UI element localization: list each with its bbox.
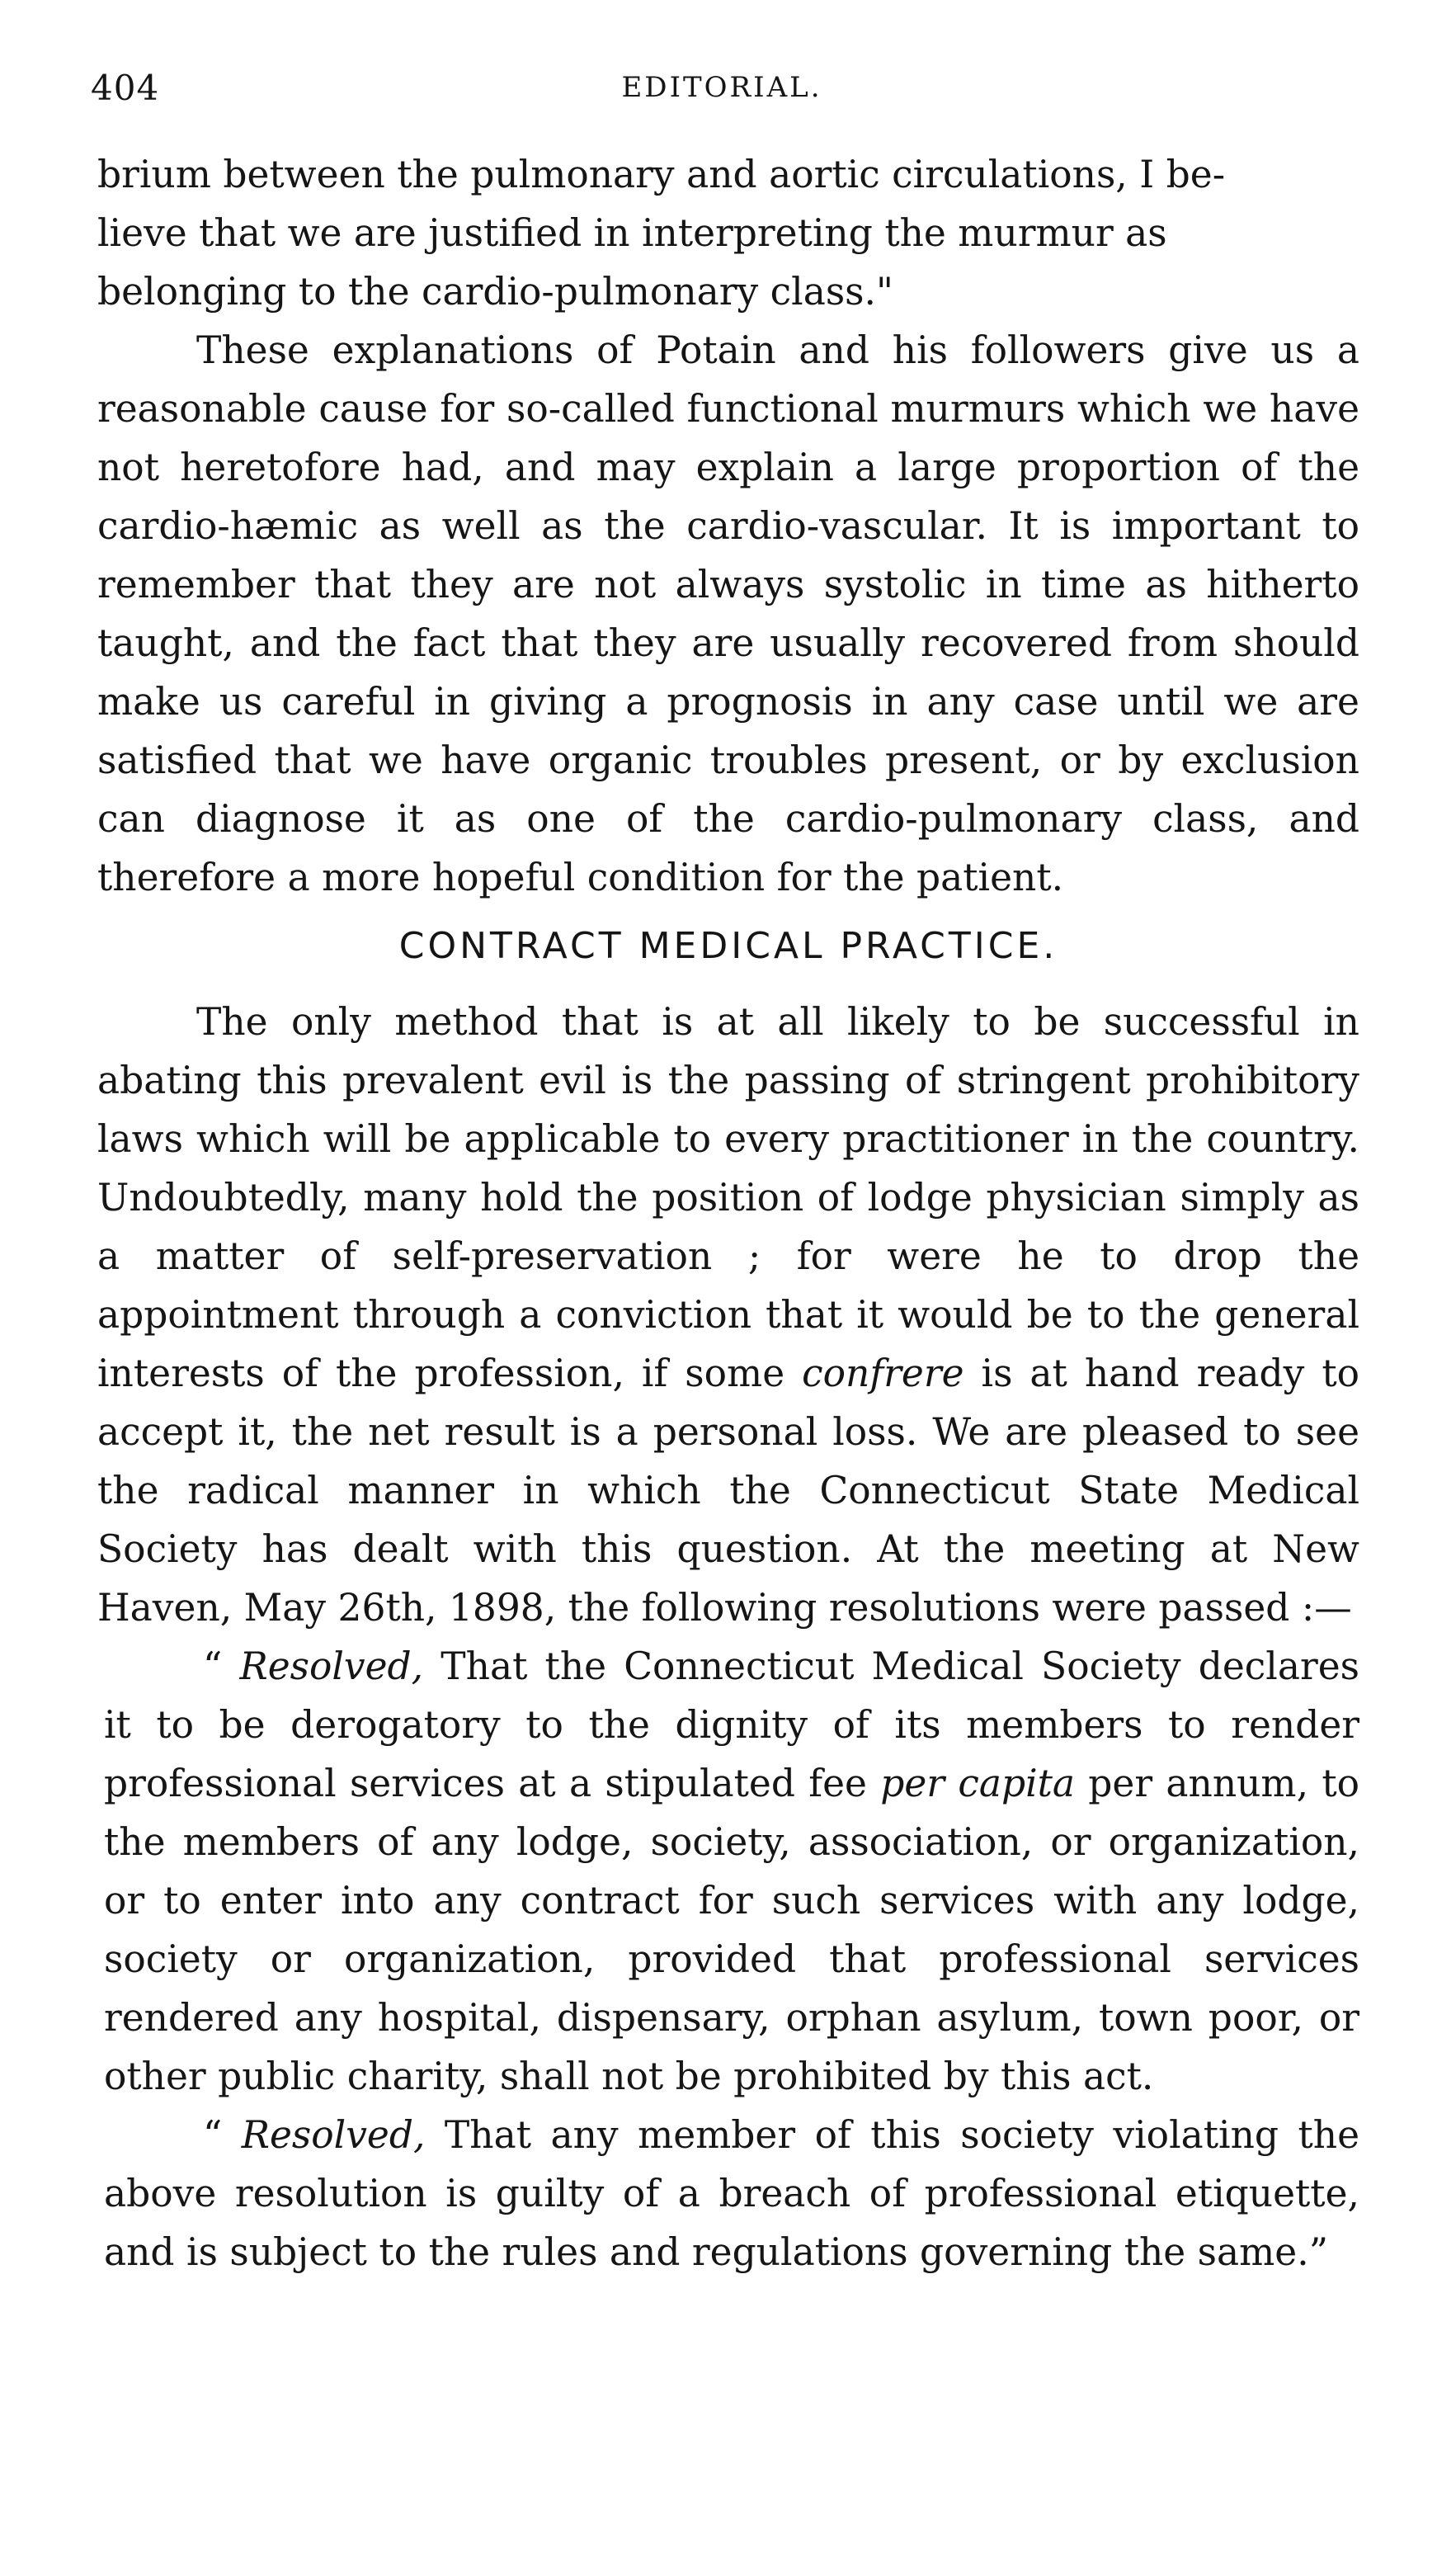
resolved-label: Resolved, xyxy=(241,2113,426,2157)
paragraph-potain: These explanations of Potain and his followers give us a reasonable cause for so-called functional murmurs which we have not heretofore had, and may explain a large proportion of the cardio-hæmic as well as the cardio-vascular. It is important to remember that they are not always systolic in time as hitherto taught, and the fact that they are usually recovered from should make us careful in giving a prognosis in any case until we are satisfied that we have organic troubles present, or by exclusion can diagnose it as one of the cardio-pulmonary class, and therefore a more hopeful condition for the patient. xyxy=(97,328,1359,899)
resolution-1 xyxy=(97,1637,1359,2106)
running-head: EDITORIAL. xyxy=(621,71,822,104)
italic-term: per capita xyxy=(880,1762,1076,1805)
text-line: brium between the pulmonary and aortic circulations, I be- xyxy=(97,153,1226,196)
paragraph-text: is at hand ready to accept it, the net result is a personal loss. We are pleased to see the radical manner in which the Connecticut State Medical Society has dealt with this question. At the meeting at New Haven, May 26th, 1898, the following resolutions were passed :— xyxy=(97,1352,1359,1630)
page-header xyxy=(91,68,1353,125)
resolution-2 xyxy=(97,2106,1359,2281)
text-line: lieve that we are justified in interpreting the murmur as xyxy=(97,211,1167,255)
italic-term: confrere xyxy=(802,1352,964,1395)
continued-paragraph xyxy=(97,145,1359,321)
open-quote: “ xyxy=(203,1644,240,1688)
section-heading: CONTRACT MEDICAL PRACTICE. xyxy=(398,925,1058,967)
page-number: 404 xyxy=(91,68,160,108)
paragraph-contract-practice xyxy=(97,993,1359,1637)
resolution-text: That the Connecticut Medical Society declares it to be derogatory to the dignity of its members to render professional services at a stipulated fee xyxy=(104,1644,1359,1805)
paragraph-text: The only method that is at all likely to be successful in abating this prevalent evil is the passing of stringent prohibitory laws which will be applicable to every practitioner in the country. Undoubtedly, many hold the position of lodge physician simply as a matter of self-preservation ; for were he to drop the appointment through a conviction that it would be to the general interests of the profession, if some xyxy=(97,1000,1359,1395)
resolution-text: per annum, to the members of any lodge, society, association, or organization, or to enter into any contract for such services with any lodge, society or organization, provided that professional services rendered any hospital, dispensary, orphan asylum, town poor, or other public charity, shall not be prohibited by this act. xyxy=(104,1762,1359,2098)
resolved-label: Resolved, xyxy=(239,1644,424,1688)
text-line: belonging to the cardio-pulmonary class." xyxy=(97,270,893,314)
body-text xyxy=(97,145,1359,2281)
open-quote: “ xyxy=(203,2113,242,2157)
resolution-text: That any member of this society violating the above resolution is guilty of a breach of professional etiquette, and is subject to the rules and regulations governing the same.” xyxy=(104,2113,1360,2274)
